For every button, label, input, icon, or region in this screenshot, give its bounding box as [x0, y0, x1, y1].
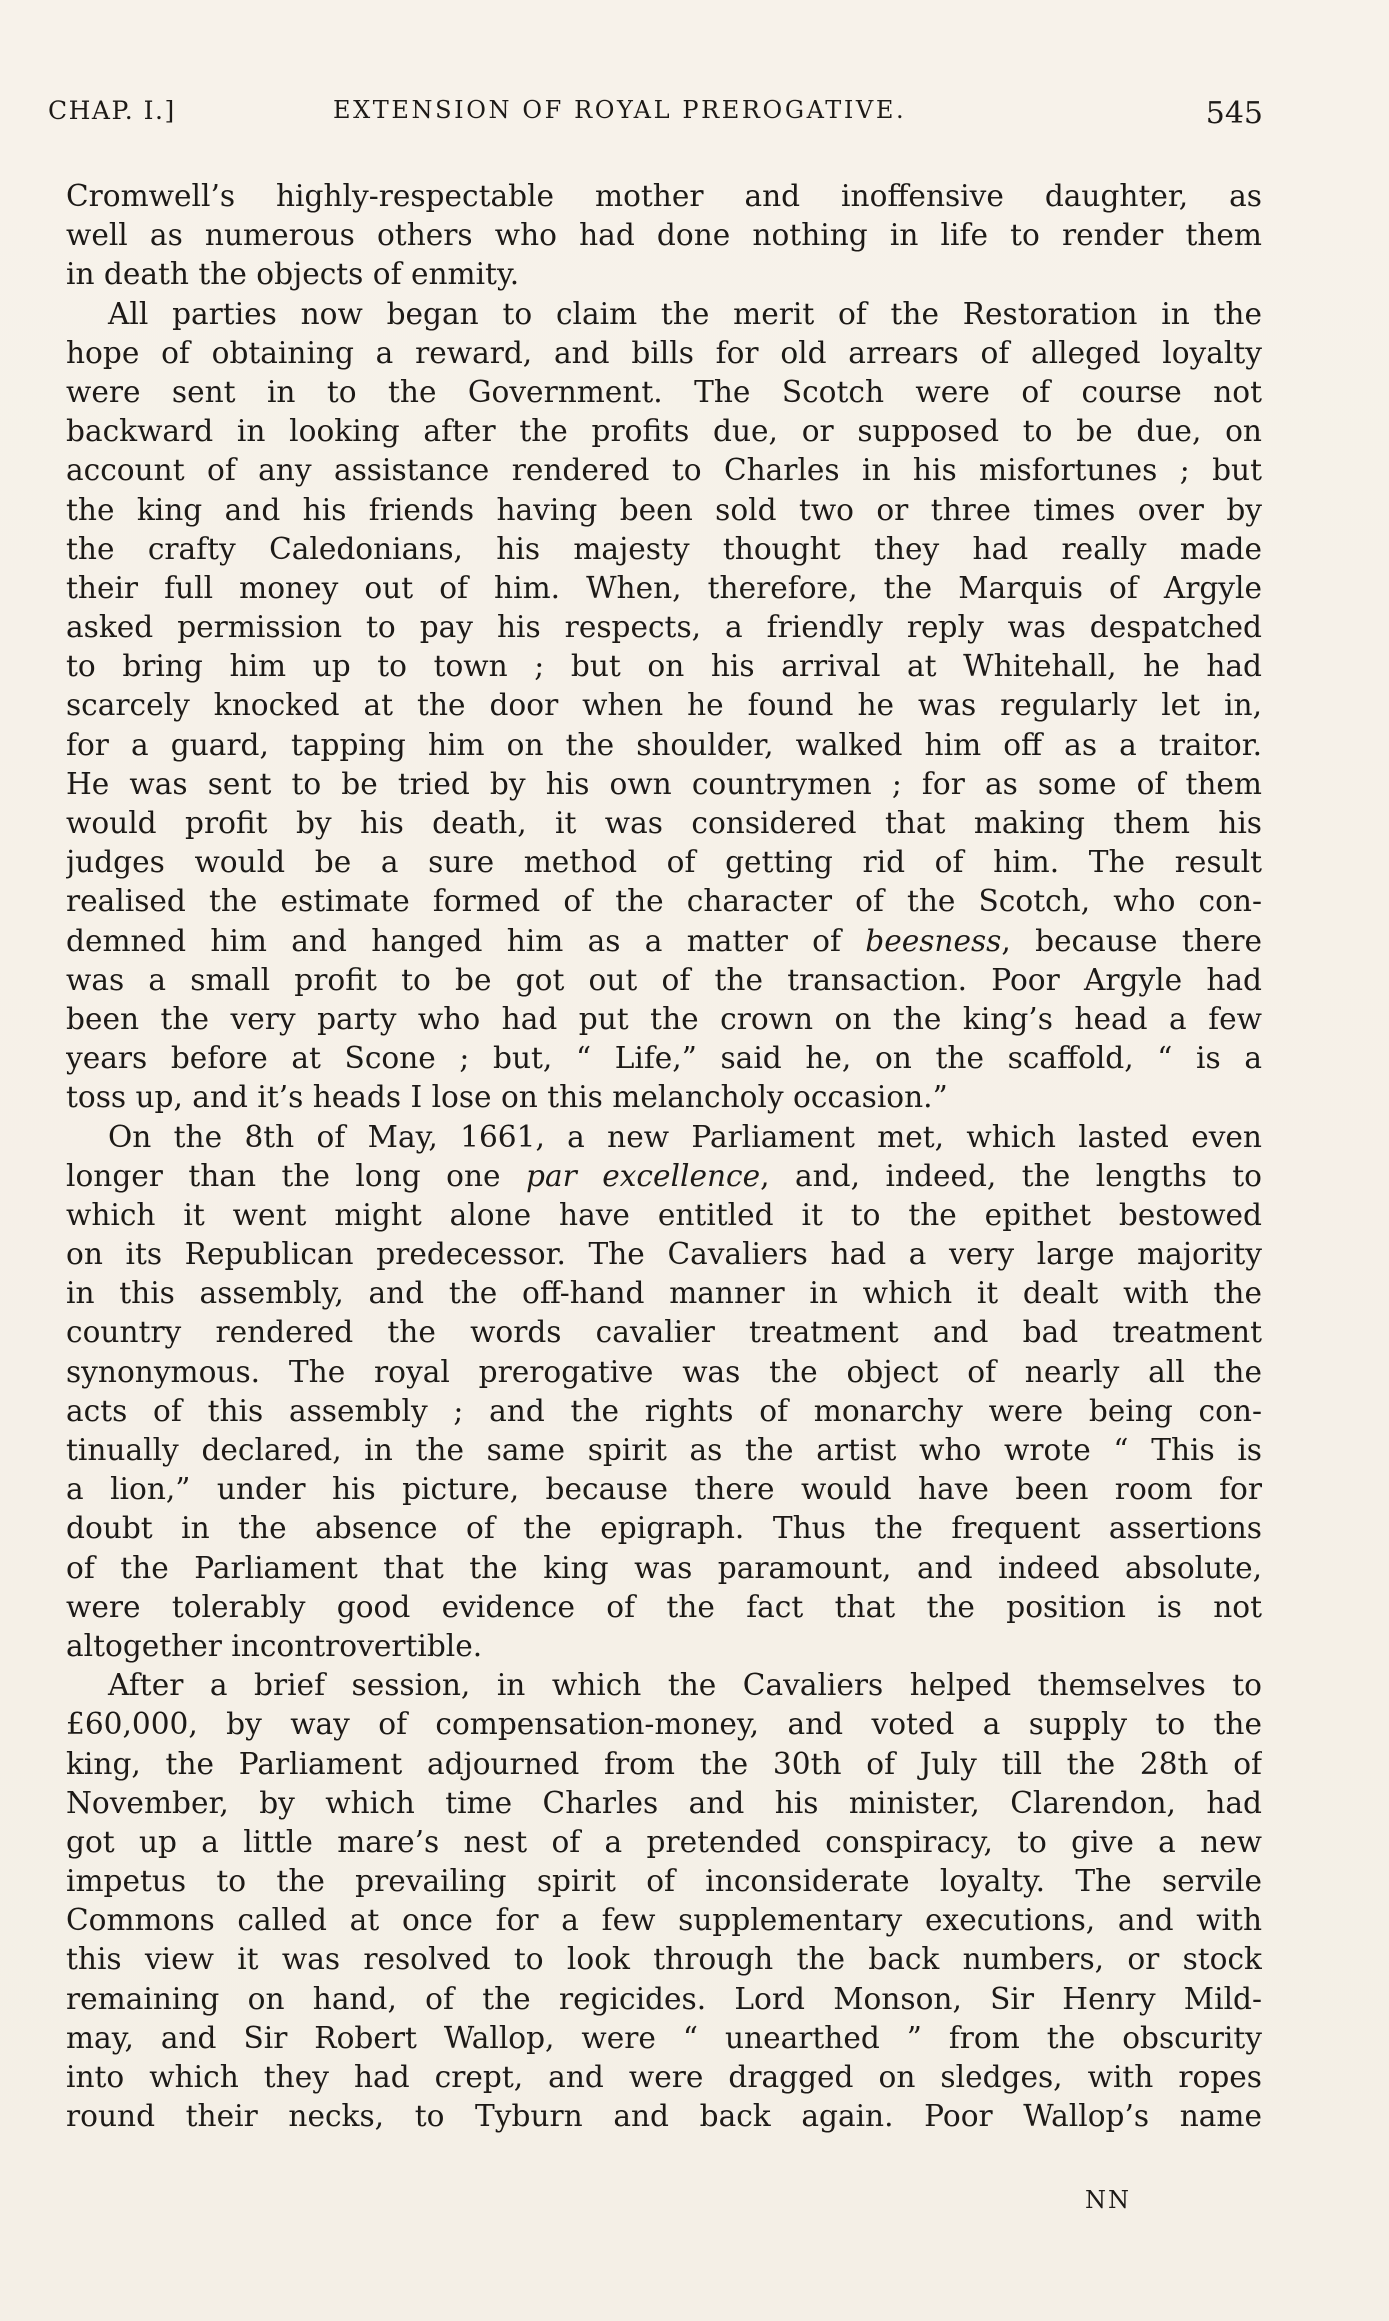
text-line: king, the Parliament adjourned from the 30th of July till the 28th of — [66, 1746, 1262, 1781]
chapter-label: CHAP. I.] — [48, 96, 176, 125]
text-line: acts of this assembly ; and the rights of monarchy were being con- — [66, 1393, 1262, 1428]
text-line: their full money out of him. When, therefore, the Marquis of Argyle — [66, 570, 1262, 605]
text-line: doubt in the absence of the epigraph. Thus the frequent assertions — [66, 1511, 1262, 1546]
running-title: EXTENSION OF ROYAL PREROGATIVE. — [333, 96, 907, 124]
text-line: hope of obtaining a reward, and bills for old arrears of alleged loyalty — [66, 335, 1262, 370]
text-line: were tolerably good evidence of the fact that the position is not — [66, 1589, 1262, 1624]
text-line: which it went might alone have entitled it to the epithet bestowed — [66, 1197, 1262, 1232]
text-line: altogether incontrovertible. — [66, 1628, 483, 1663]
text-line: asked permission to pay his respects, a friendly reply was despatched — [66, 610, 1262, 645]
text-line: All parties now began to claim the merit of the Restoration in the — [108, 296, 1262, 331]
text-line: well as numerous others who had done nothing in life to render them — [66, 218, 1262, 253]
text-line: round their necks, to Tyburn and back again. Poor Wallop’s name — [66, 2099, 1262, 2134]
text-line: On the 8th of May, 1661, a new Parliament met, which lasted even — [108, 1119, 1262, 1154]
text-line: was a small profit to be got out of the transaction. Poor Argyle had — [66, 962, 1262, 997]
text-line: in this assembly, and the off-hand manner in which it dealt with the — [66, 1276, 1262, 1311]
text-line: toss up, and it’s heads I lose on this melancholy occasion.” — [66, 1080, 948, 1115]
text-line: for a guard, tapping him on the shoulder, walked him off as a traitor. — [66, 727, 1262, 762]
text-line: Commons called at once for a few supplementary executions, and with — [66, 1903, 1262, 1938]
body-text — [66, 177, 1262, 2136]
text-line: the crafty Caledonians, his majesty thought they had really made — [66, 531, 1262, 566]
text-line: realised the estimate formed of the character of the Scotch, who con- — [66, 884, 1262, 919]
text-line: synonymous. The royal prerogative was the object of nearly all the — [66, 1354, 1262, 1389]
text-line: would profit by his death, it was considered that making them his — [66, 806, 1262, 840]
text-line: judges would be a sure method of getting rid of him. The result — [66, 845, 1262, 880]
text-line: years before at Scone ; but, “ Life,” said he, on the scaffold, “ is a — [66, 1041, 1262, 1076]
text-line: a lion,” under his picture, because there would have been room for — [66, 1472, 1262, 1507]
text-line: He was sent to be tried by his own countrymen ; for as some of them — [66, 766, 1262, 801]
text-line: this view it was resolved to look through the back numbers, or stock — [66, 1942, 1262, 1977]
text-line: in death the objects of enmity. — [66, 257, 520, 292]
text-line: the king and his friends having been sold two or three times over by — [66, 492, 1262, 527]
text-line: account of any assistance rendered to Charles in his misfortunes ; but — [66, 453, 1262, 488]
page-number: 545 — [1205, 96, 1263, 131]
text-line: tinually declared, in the same spirit as the artist who wrote “ This is — [66, 1433, 1262, 1467]
text-line: longer than the long one par excellence, and, indeed, the lengths to — [66, 1158, 1262, 1193]
running-head — [48, 96, 1263, 140]
text-line: been the very party who had put the crown on the king’s head a few — [66, 1001, 1262, 1036]
text-line: of the Parliament that the king was paramount, and indeed absolute, — [66, 1550, 1262, 1585]
text-line: £60,000, by way of compensation-money, and voted a supply to the — [66, 1707, 1262, 1742]
text-line: scarcely knocked at the door when he found he was regularly let in, — [66, 688, 1262, 723]
text-line: impetus to the prevailing spirit of inconsiderate loyalty. The servile — [66, 1864, 1262, 1899]
text-line: remaining on hand, of the regicides. Lord Monson, Sir Henry Mild- — [66, 1981, 1262, 2016]
text-line: backward in looking after the profits due, or supposed to be due, on — [66, 414, 1262, 449]
text-line: were sent in to the Government. The Scotch were of course not — [66, 374, 1262, 409]
text-line: to bring him up to town ; but on his arrival at Whitehall, he had — [66, 649, 1262, 684]
text-line: Cromwell’s highly-respectable mother and inoffensive daughter, as — [66, 179, 1262, 213]
text-line: may, and Sir Robert Wallop, were “ unearthed ” from the obscurity — [66, 2020, 1262, 2055]
text-line: on its Republican predecessor. The Cavaliers had a very large majority — [66, 1237, 1262, 1272]
text-line: into which they had crept, and were dragged on sledges, with ropes — [66, 2060, 1262, 2094]
signature-mark: NN — [1085, 2186, 1131, 2214]
text-line: demned him and hanged him as a matter of beesness, because there — [66, 923, 1262, 958]
text-line: After a brief session, in which the Cavaliers helped themselves to — [108, 1668, 1262, 1703]
text-line: November, by which time Charles and his minister, Clarendon, had — [66, 1785, 1262, 1820]
text-line: got up a little mare’s nest of a pretended conspiracy, to give a new — [66, 1824, 1262, 1859]
text-line: country rendered the words cavalier treatment and bad treatment — [66, 1315, 1262, 1350]
